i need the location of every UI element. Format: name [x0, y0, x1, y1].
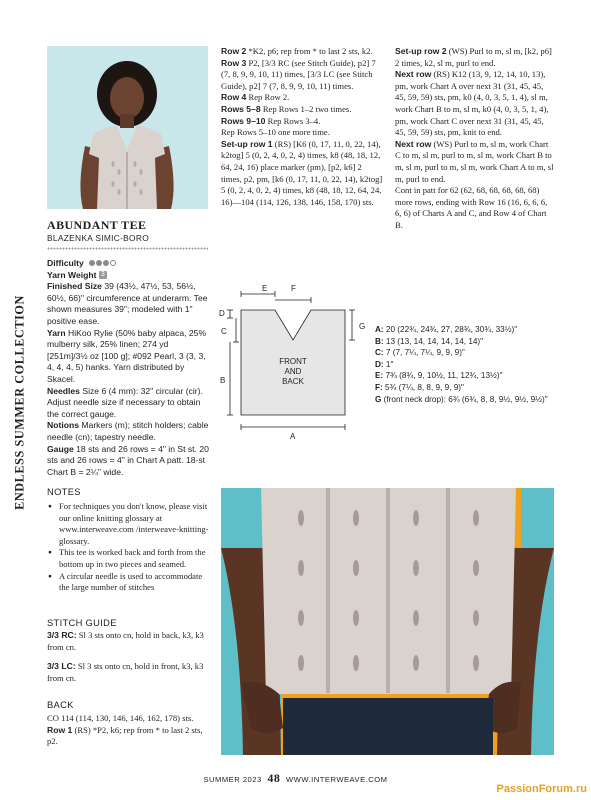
stitch-guide-heading: STITCH GUIDE: [47, 617, 117, 628]
garment-schematic: [214, 282, 374, 447]
yarn-weight-row: [47, 270, 209, 282]
notions-label: Notions: [47, 420, 79, 431]
instruction-text: Rep Rows 5–10 one more time.: [221, 127, 330, 138]
difficulty-dot-1: [89, 260, 95, 266]
instruction-label: Set-up row 1: [221, 138, 273, 149]
notions-text: Markers (m); stitch holders; cable needle (cn); tapestry needle.: [47, 420, 209, 442]
lc-text: Sl 3 sts onto cn, hold in front, k3, k3 from cn.: [47, 661, 204, 683]
measurement-key: F:: [375, 382, 383, 392]
instruction-text: (WS) Purl to m, sl m, [k2, p6] 2 times, k2, sl m, purl to end.: [395, 46, 552, 68]
side-collection-text: ENDLESS SUMMER COLLECTION: [12, 295, 27, 510]
instruction-label: Next row: [395, 138, 432, 149]
needles-row: [47, 386, 209, 421]
stitch-guide: [47, 630, 209, 684]
yarn-weight-label: Yarn Weight: [47, 269, 97, 280]
measurement-value: 7 (7, 7¼, 7¼, 9, 9, 9)": [385, 348, 465, 358]
instruction-row: [395, 185, 555, 231]
label-b: B: [220, 376, 226, 385]
note-item: ● A circular needle is used to accommodate the large number of stitches: [47, 571, 209, 594]
label-g: G: [359, 322, 366, 331]
instruction-row: [221, 127, 383, 139]
measurement-key: B:: [375, 336, 384, 346]
needles-label: Needles: [47, 385, 80, 396]
instruction-text: (WS) Purl to m, sl m, work Chart C to m, sl m, purl to m, sl m, work Chart B to m, sl m, purl to m, sl m, work Chart A to m, sl m, purl to end.: [395, 138, 554, 184]
instruction-row: [221, 46, 383, 58]
finished-size-text: 39 (43½, 47½, 53, 56½, 60½, 66)" circumference at underarm. Tee shown measures 39"; modeled with 1" positive ease.: [47, 281, 208, 327]
watermark: PassionForum.ru: [496, 783, 587, 795]
instruction-text: (RS) [K6 (0, 17, 11, 0, 22, 14), k2tog] 5 (0, 2, 4, 0, 2, 4) times, k8 (48, 18, 12, 64, 24, 16) place marker (pm), [p2, k6] 2 times, p2, pm, [k6 (0, 17, 11, 0, 22, 14), k2tog] 5 (0, 2, 4, 0, 2, 4) times, k8 (48, 18, 12, 64, 24, 16)—104 (114, 126, 138, 146, 158, 170) sts.: [221, 138, 383, 207]
measurement-row: [375, 382, 565, 394]
lc-definition: [47, 661, 209, 684]
gauge-row: [47, 444, 209, 479]
note-item: ● For techniques you don't know, please visit our online knitting glossary at www.interweave.com /interweave-knitting-glossary.: [47, 501, 209, 547]
pattern-specs: [47, 258, 209, 478]
model-photo: [47, 46, 208, 209]
label-a: A: [290, 432, 296, 441]
rc-label: 3/3 RC:: [47, 630, 77, 640]
side-collection-label: [11, 290, 29, 520]
dotted-divider: [47, 247, 208, 250]
difficulty-dot-2: [96, 260, 102, 266]
pattern-title: ABUNDANT TEE: [47, 218, 147, 232]
instruction-label: Next row: [395, 69, 432, 80]
instruction-text: *K2, p6; rep from * to last 2 sts, k2.: [248, 46, 373, 56]
instructions-column-2: [221, 46, 383, 208]
measurements-legend: [375, 324, 565, 405]
yarn-row: [47, 328, 209, 386]
gauge-label: Gauge: [47, 443, 74, 454]
page-number: 48: [267, 771, 281, 785]
instruction-row: [395, 139, 555, 185]
measurement-row: [375, 347, 565, 359]
instruction-label: Row 4: [221, 92, 247, 103]
finished-size-label: Finished Size: [47, 281, 102, 292]
instruction-row: [221, 139, 383, 209]
instruction-label: Row 3: [221, 57, 247, 68]
rc-text: Sl 3 sts onto cn, hold in back, k3, k3 from cn.: [47, 630, 204, 652]
instruction-label: Row 2: [221, 46, 247, 56]
cast-on-text: CO 114 (114, 130, 146, 146, 162, 178) sts.: [47, 713, 194, 723]
instruction-text: Cont in patt for 62 (62, 68, 68, 68, 68, 68) more rows, ending with Row 16 (16, 6, 6, 6, 6, 6) of Charts A and C, and Row 4 of Chart B.: [395, 185, 548, 230]
pattern-author: BLAZENKA SIMIC-BORO: [47, 233, 150, 243]
instruction-row: [221, 116, 383, 128]
back-instructions: [47, 713, 209, 748]
yarn-text: HiKoo Rylie (50% baby alpaca, 25% mulberry silk, 25% linen; 274 yd [251m]/3½ oz [100 g]; #092 Pearl, 3 (3, 3, 4, 4, 4, 5) hanks. Yarn distributed by Skacel.: [47, 327, 207, 384]
notes-heading: NOTES: [47, 486, 81, 497]
measurement-value: 13 (13, 14, 14, 14, 14, 14)": [385, 336, 484, 346]
measurement-key: E:: [375, 371, 384, 381]
gauge-text: 18 sts and 26 rows = 4" in St st. 20 sts and 26 rows = 4" in Chart A patt. 18-st Chart B = 2¼" wide.: [47, 443, 209, 477]
yarn-label: Yarn: [47, 327, 66, 338]
notes-list: [47, 501, 209, 594]
instructions-column-3: [395, 46, 555, 232]
instruction-row: [221, 92, 383, 104]
label-f: F: [291, 284, 296, 293]
instruction-row: [395, 69, 555, 139]
schematic-center-line-3: BACK: [282, 377, 304, 386]
yarn-weight-badge: 3: [100, 271, 105, 279]
instruction-text: P2, [3/3 RC (see Stitch Guide), p2] 7 (7, 8, 9, 9, 10, 11) times, [3/3 LC (see Stitch Guide), p2] 7 (7, 8, 9, 9, 10, 11) times.: [221, 57, 376, 91]
row-1-label: Row 1: [47, 724, 73, 735]
notions-row: [47, 420, 209, 443]
difficulty-dots: [89, 258, 117, 270]
label-e: E: [262, 284, 268, 293]
back-heading: BACK: [47, 699, 74, 710]
measurement-value: 1": [385, 359, 394, 369]
instruction-label: Rows 9–10: [221, 115, 266, 126]
instruction-row: [395, 46, 555, 69]
measurement-row: [375, 324, 565, 336]
instruction-text: Rep Rows 1–2 two times.: [262, 103, 352, 114]
measurement-key: A:: [375, 325, 384, 334]
footer-issue: SUMMER 2023: [203, 775, 262, 784]
needles-text: Size 6 (4 mm): 32" circular (cir). Adjust needle size if necessary to obtain the correct gauge.: [47, 385, 203, 419]
note-item: ● This tee is worked back and forth from the bottom up in two pieces and seamed.: [47, 547, 209, 570]
finished-size-row: [47, 281, 209, 327]
row-1: [47, 725, 209, 748]
instruction-row: [221, 104, 383, 116]
measurement-value: 7¾ (8¾, 9, 10½, 11, 12¾, 13½)": [385, 371, 503, 381]
footer-site: WWW.INTERWEAVE.COM: [285, 775, 388, 784]
instruction-text: Rep Row 2.: [248, 92, 290, 103]
measurement-key: D:: [375, 359, 384, 369]
measurement-value: 20 (22¾, 24¾, 27, 28¾, 30¾, 33½)": [385, 325, 518, 334]
instruction-label: Set-up row 2: [395, 46, 447, 56]
instruction-label: Rows 5–8: [221, 103, 261, 114]
measurement-key: C:: [375, 348, 384, 358]
rc-definition: [47, 630, 209, 653]
row-1-text: (RS) *P2, k6; rep from * to last 2 sts, p2.: [47, 724, 203, 747]
model-photo-illustration: [47, 46, 208, 209]
schematic-center-line-2: AND: [284, 367, 302, 376]
instruction-text: (RS) K12 (13, 9, 12, 14, 10, 13), pm, work Chart A over next 31 (31, 45, 45, 45, 59, 59) sts, pm, k0 (4, 0, 3, 5, 1, 4), sl m, work Chart B to m, sl m, k0 (4, 0, 3, 5, 1, 4), pm, work Chart C over next 31 (31, 45, 45, 45, 59, 59) sts, pm, knit to end.: [395, 69, 549, 138]
difficulty-dot-3: [103, 260, 109, 266]
lc-label: 3/3 LC:: [47, 661, 76, 672]
closeup-photo: [221, 488, 554, 755]
measurement-row: [375, 359, 565, 371]
schematic-center-line-1: FRONT: [279, 357, 307, 366]
label-d: D: [219, 309, 225, 318]
measurement-value: (front neck drop): 6¾ (6¾, 8, 8, 9½, 9½, 9½)": [383, 394, 548, 404]
instruction-row: [221, 58, 383, 93]
difficulty-dot-4: [110, 260, 116, 266]
measurement-value: 5¾ (7¼, 8, 8, 9, 9, 9)": [385, 382, 464, 392]
label-c: C: [221, 327, 227, 336]
difficulty-label: Difficulty: [47, 258, 84, 269]
measurement-row: [375, 336, 565, 348]
measurement-key: G: [375, 394, 382, 404]
spacer: [47, 653, 209, 661]
closeup-photo-illustration: [221, 488, 554, 755]
difficulty-row: [47, 258, 209, 270]
instruction-text: Rep Rows 3–4.: [267, 115, 321, 126]
measurement-row: [375, 394, 565, 406]
measurement-row: [375, 370, 565, 382]
